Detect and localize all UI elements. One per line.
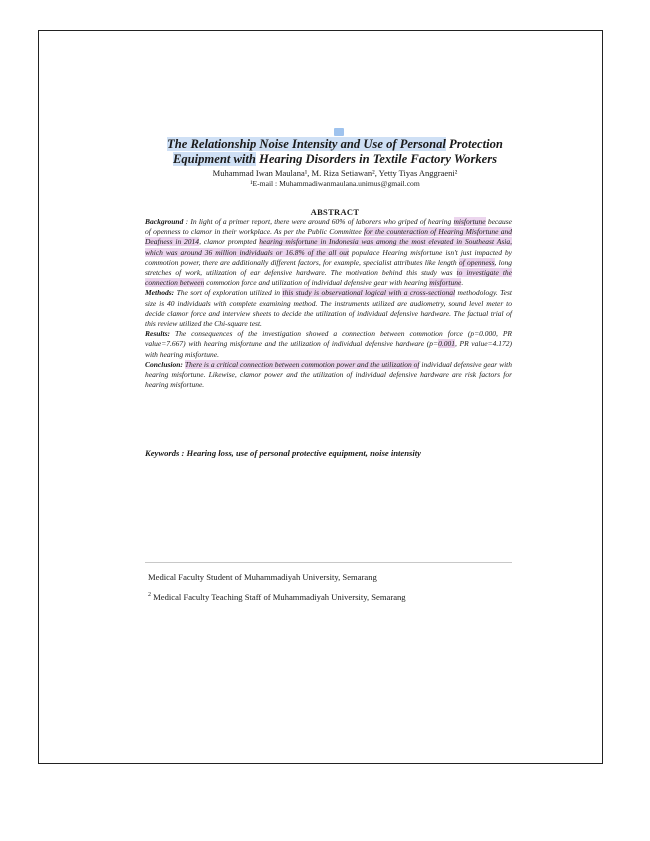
abstract-methods: Methods: The sort of exploration utilized in this study is observational logical with a cross-sectional methodology. Test size is 40 individuals with complete examining method. The instruments utilized are audiometry, sound level meter to decide clamor force and interview sheets to decide the utilization of individual defensive hardware. The factual trial of this review utilized the Chi-square test. bbox=[145, 288, 512, 329]
author-email: ¹E-mail : Muhammadiwanmaulana.unimus@gmail.com bbox=[250, 179, 420, 188]
keywords: Keywords : Hearing loss, use of personal protective equipment, noise intensity bbox=[145, 448, 421, 458]
abstract-heading: ABSTRACT bbox=[310, 207, 360, 217]
section-label: Methods: bbox=[145, 288, 175, 298]
title-text: Hearing Disorders in Textile Factory Workers bbox=[255, 152, 498, 166]
footnote-divider bbox=[145, 562, 512, 563]
title-text: Protection bbox=[445, 137, 503, 151]
text-highlight: misfortune bbox=[429, 278, 462, 288]
text-highlight: hearing misfortune in Indonesia was among the most elevated in Southeast Asia, which was around 36 million individuals or 16.8% of the all out bbox=[145, 237, 512, 257]
section-label: Background bbox=[145, 217, 184, 226]
section-label: Conclusion: bbox=[145, 359, 183, 369]
abstract-results: Results: The consequences of the investigation showed a connection between commotion force (p=0.000, PR value=7.667) with hearing misfortune and the utilization of individual defensive hardware (p=0.001, PR value=4.172) with hearing misfortune. bbox=[145, 329, 512, 359]
abstract-background: Background : In light of a primer report, there were around 60% of laborers who griped of hearing misfortune because of openness to clamor in their workplace. As per the Public Committee for the counteraction of Hearing Misfortune and Deafness in 2014, clamor prompted hearing misfortune in Indonesia was among the most elevated in Southeast Asia, which was around 36 million individuals or 16.8% of the all out populace Hearing misfortune isn't just impacted by commotion power, there are additionally different factors, for example, specialist attributes like length of openness, long stretches of work, utilization of ear defensive hardware. The motivation behind this study was to investigate the connection between commotion force and utilization of individual defensive gear with hearing misfortune. bbox=[145, 217, 513, 288]
text-highlight: There is a critical connection between commotion power and the utilization of bbox=[184, 359, 420, 369]
author-list: Muhammad Iwan Maulana¹, M. Riza Setiawan², Yetty Tiyas Anggraeni² bbox=[212, 168, 458, 178]
abstract-conclusion: Conclusion: There is a critical connection between commotion power and the utilization of individual defensive gear with hearing misfortune. Likewise, clamor power and the utilization of individual defensive hardware are risk factors for hearing misfortune. bbox=[145, 359, 513, 390]
title-highlight: Equipment with bbox=[172, 152, 256, 166]
paper-title bbox=[110, 137, 560, 167]
text-highlight: for the counteraction of Hearing Misfortune and Deafness in 2014 bbox=[145, 227, 513, 247]
title-highlight: The Relationship Noise Intensity bbox=[167, 137, 341, 151]
text-highlight: this study is observational logical with a cross-sectional bbox=[282, 288, 456, 298]
abstract-body bbox=[145, 217, 512, 390]
annotation-marker[interactable] bbox=[334, 128, 344, 136]
text-highlight: of openness bbox=[458, 257, 495, 267]
text-highlight: to investigate the connection between bbox=[145, 268, 512, 288]
footnote-2: $^2$ Medical Faculty Teaching Staff of Muhammadiyah University, Semarang bbox=[148, 591, 406, 602]
text-highlight: misfortune bbox=[453, 217, 486, 226]
footnote-1: Medical Faculty Student of Muhammadiyah University, Semarang bbox=[148, 572, 377, 582]
title-highlight: and Use of Personal bbox=[340, 137, 446, 151]
text-highlight: 0.001 bbox=[438, 339, 455, 349]
section-label: Results: bbox=[145, 329, 171, 339]
